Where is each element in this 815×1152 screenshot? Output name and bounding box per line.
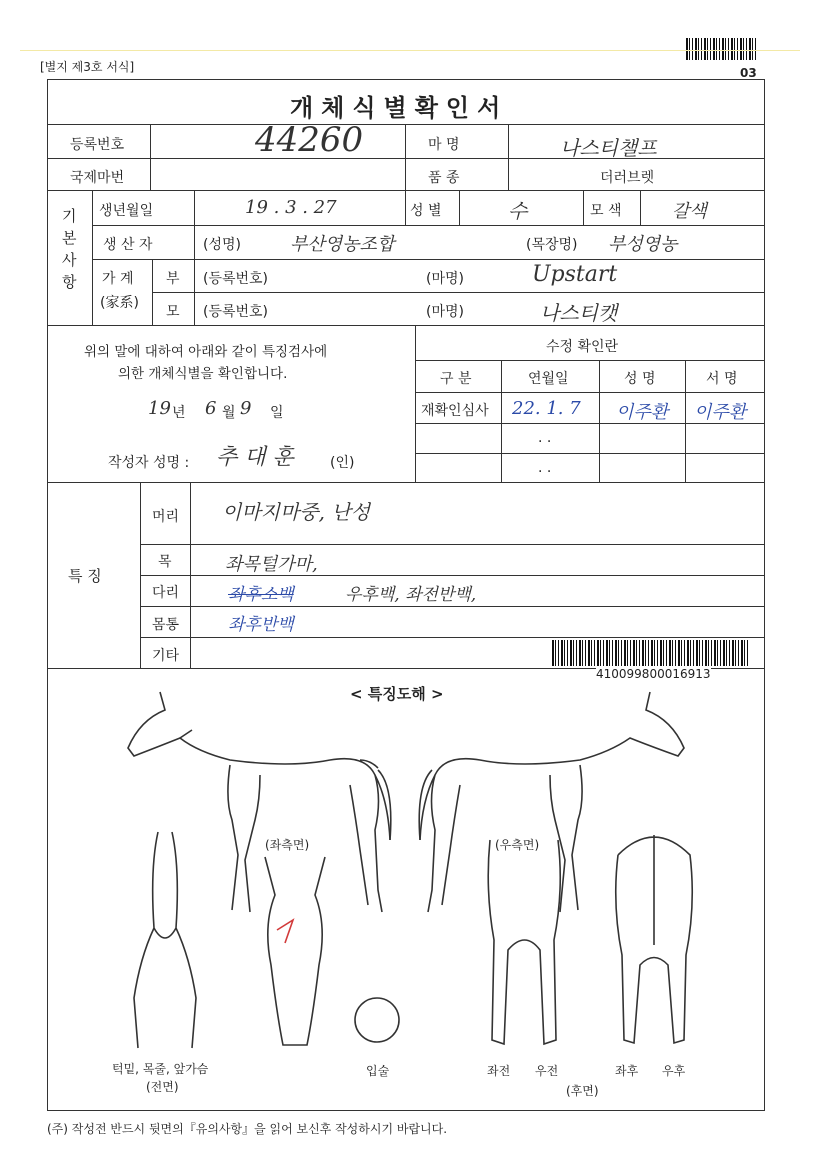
diagram-title: < 특징도해 > xyxy=(350,685,444,703)
breed-label: 품 종 xyxy=(428,170,460,186)
reg-no-label: 등록번호 xyxy=(70,137,125,153)
date-day: 9 xyxy=(240,398,252,419)
producer-name-value: 부산영농조합 xyxy=(290,234,395,255)
head-label: 머리 xyxy=(152,509,180,525)
legs-struck-value: 좌후소백 xyxy=(228,585,294,605)
lineage-hanja: (家系) xyxy=(100,295,139,311)
page-number: 03 xyxy=(740,66,757,80)
top-barcode xyxy=(686,38,758,60)
right-side-label: (우측면) xyxy=(495,838,540,852)
breed-value: 더러브렛 xyxy=(600,170,655,186)
revision-row-name: 이주환 xyxy=(616,402,669,423)
left-hind-label: 좌후 xyxy=(615,1064,639,1078)
revision-row-date: . . xyxy=(538,430,552,446)
document-title: 개체식별확인서 xyxy=(290,94,509,122)
birth-value: 19 . 3 . 27 xyxy=(245,197,337,218)
right-hind-label: 우후 xyxy=(662,1064,686,1078)
sire-reg-no-label: (등록번호) xyxy=(203,271,269,287)
date-year-unit: 년 xyxy=(172,405,186,421)
dam-label: 모 xyxy=(166,304,180,320)
revision-header: 수정 확인란 xyxy=(546,339,619,355)
revision-row-sign: 이주환 xyxy=(694,402,747,423)
other-label: 기타 xyxy=(152,648,180,664)
reg-no-value: 44260 xyxy=(255,120,364,160)
lips-label: 입술 xyxy=(366,1064,390,1078)
neck-value: 좌목털가마, xyxy=(225,554,318,575)
horse-head-front xyxy=(255,855,335,1055)
revision-col-date: 연월일 xyxy=(528,371,569,387)
writer-seal: (인) xyxy=(330,455,355,471)
sire-label: 부 xyxy=(166,271,180,287)
producer-label: 생 산 자 xyxy=(103,237,153,253)
revision-col-type: 구 분 xyxy=(440,371,472,387)
body-label: 몸통 xyxy=(152,617,180,633)
left-front-label: 좌전 xyxy=(487,1064,511,1078)
intl-no-label: 국제마번 xyxy=(70,170,125,186)
date-month: 6 xyxy=(205,398,217,419)
revision-col-name: 성 명 xyxy=(624,371,656,387)
left-side-label: (좌측면) xyxy=(265,838,310,852)
front-label: (전면) xyxy=(146,1080,179,1094)
dam-name-label: (마명) xyxy=(426,304,464,320)
horse-front-legs xyxy=(480,830,570,1060)
confirm-text-line1: 위의 말에 대하여 아래와 같이 특징검사에 xyxy=(84,344,328,360)
horse-name-value: 나스티챌프 xyxy=(560,136,657,160)
form-label: [별지 제3호 서식] xyxy=(40,60,135,74)
dam-value: 나스티캣 xyxy=(540,301,618,325)
sire-value: Upstart xyxy=(532,262,618,287)
farm-label: (목장명) xyxy=(526,237,578,253)
legs-label: 다리 xyxy=(152,585,180,601)
footer-note: (주) 작성전 반드시 뒷면의『유의사항』을 읽어 보신후 작성하시기 바랍니다. xyxy=(47,1122,448,1136)
confirm-text-line2: 의한 개체식별을 확인합니다. xyxy=(118,366,288,382)
lineage-label: 가 계 xyxy=(102,271,134,287)
neck-label: 목 xyxy=(158,554,172,570)
revision-row-type: 재확인심사 xyxy=(421,403,489,419)
farm-value: 부성영농 xyxy=(608,234,678,255)
features-section-label: 특 징 xyxy=(68,567,102,585)
sex-label: 성 별 xyxy=(410,203,442,219)
sample-barcode xyxy=(552,640,748,666)
birth-label: 생년월일 xyxy=(99,203,154,219)
head-value: 이마지마중, 난성 xyxy=(222,500,370,524)
sire-name-label: (마명) xyxy=(426,271,464,287)
dam-reg-no-label: (등록번호) xyxy=(203,304,269,320)
horse-front-neck xyxy=(120,828,210,1058)
horse-lips xyxy=(352,995,402,1055)
producer-name-label: (성명) xyxy=(203,237,241,253)
rear-label: (후면) xyxy=(566,1084,599,1098)
writer-value: 추 대 훈 xyxy=(216,445,294,470)
sex-value: 수 xyxy=(508,199,528,223)
coat-label: 모 색 xyxy=(590,203,622,219)
date-year: 19 xyxy=(148,398,171,419)
coat-value: 갈색 xyxy=(672,201,707,222)
basic-section-label: 기본사항 xyxy=(62,207,77,291)
revision-col-sign: 서 명 xyxy=(706,371,738,387)
legs-value: 우후백, 좌전반백, xyxy=(345,585,477,605)
revision-row-date: . . xyxy=(538,460,552,476)
date-month-unit: 월 xyxy=(222,405,236,421)
barcode-number: 410099800016913 xyxy=(596,667,711,681)
writer-label: 작성자 성명 : xyxy=(108,455,190,471)
front-caption: 턱밑, 목줄, 앞가슴 xyxy=(112,1062,209,1076)
horse-hind-view xyxy=(610,825,700,1055)
revision-row-date: 22. 1. 7 xyxy=(512,398,581,419)
date-day-unit: 일 xyxy=(270,405,284,421)
body-value: 좌후반백 xyxy=(228,615,294,635)
right-front-label: 우전 xyxy=(535,1064,559,1078)
horse-name-label: 마 명 xyxy=(428,137,460,153)
